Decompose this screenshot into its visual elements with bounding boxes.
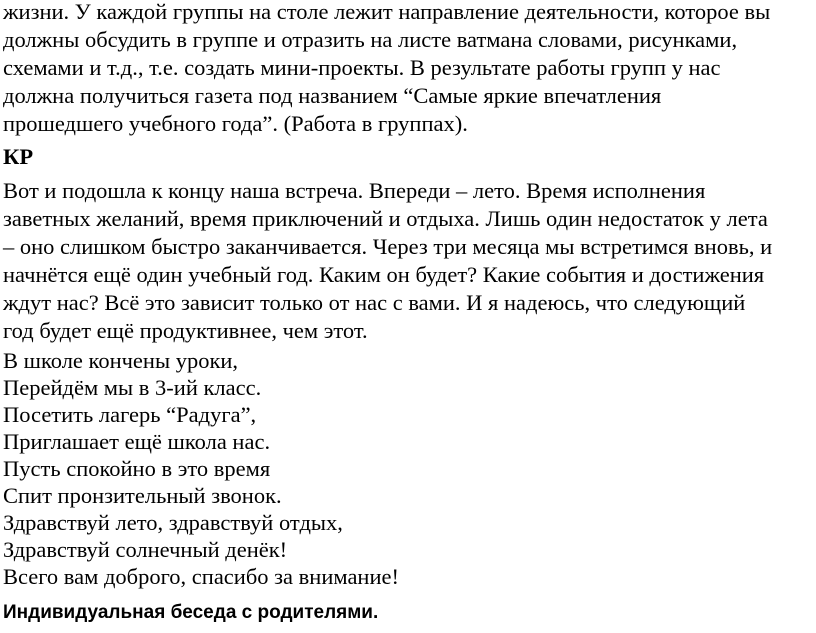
intro-line: должны обсудить в группе и отразить на листе ватмана словами, рисунками, — [3, 27, 738, 52]
closing-line: Вот и подошла к концу наша встреча. Впереди – лето. Время исполнения — [3, 178, 706, 203]
poem-line: Приглашает ещё школа нас. — [3, 429, 271, 454]
closing-line: начнётся ещё один учебный год. Каким он будет? Какие события и достижения — [3, 262, 765, 287]
intro-line: прошедшего учебного года”. (Работа в группах). — [3, 111, 468, 136]
intro-line: схемами и т.д., т.е. создать мини-проекты. В результате работы групп у нас — [3, 55, 721, 80]
poem-line: В школе кончены уроки, — [3, 348, 239, 373]
closing-line: – оно слишком быстро заканчивается. Через три месяца мы встретимся вновь, и — [3, 234, 773, 259]
poem-line: Всего вам доброго, спасибо за внимание! — [3, 564, 399, 589]
final-heading: Индивидуальная беседа с родителями. — [3, 602, 379, 623]
poem-line: Перейдём мы в 3-ий класс. — [3, 375, 262, 400]
closing-line: год будет ещё продуктивнее, чем этот. — [3, 318, 368, 343]
section-heading: КР — [3, 144, 34, 169]
closing-line: заветных желаний, время приключений и отдыха. Лишь один недостаток у лета — [3, 206, 768, 231]
intro-line: жизни. У каждой группы на столе лежит направление деятельности, которое вы — [3, 0, 771, 24]
intro-line: должна получиться газета под названием “Самые яркие впечатления — [3, 83, 662, 108]
poem-line: Посетить лагерь “Радуга”, — [3, 402, 257, 427]
poem-line: Пусть спокойно в это время — [3, 456, 271, 481]
closing-line: ждут нас? Всё это зависит только от нас с вами. И я надеюсь, что следующий — [3, 290, 746, 315]
poem-line: Здравствуй солнечный денёк! — [3, 537, 288, 562]
poem-line: Спит пронзительный звонок. — [3, 483, 282, 508]
poem-line: Здравствуй лето, здравствуй отдых, — [3, 510, 343, 535]
